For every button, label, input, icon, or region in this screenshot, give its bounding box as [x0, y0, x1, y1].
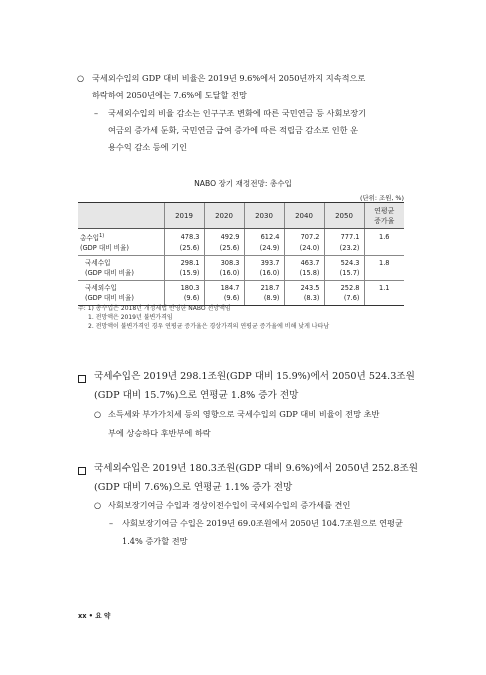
- section1-line-1: 국세수입은 2019년 298.1조원(GDP 대비 15.9%)에서 2050년 524.3조원: [94, 371, 415, 382]
- table-cell: 777.1: [324, 229, 364, 244]
- table-cell: 492.9: [204, 229, 244, 244]
- row-label: 국세수입: [85, 259, 111, 268]
- row-label: 국세외수입: [85, 284, 117, 293]
- row-label-text: 총수입: [80, 234, 100, 243]
- row-label-sup: 1): [99, 233, 105, 239]
- table-title: NABO 장기 재정전망: 총수입: [194, 179, 292, 188]
- table-row: [78, 243, 404, 256]
- table-cell: (9.6): [204, 293, 244, 306]
- table-cell: (9.6): [164, 293, 204, 306]
- table-cell: 218.7: [244, 281, 284, 294]
- header-year: 2030: [244, 203, 284, 229]
- header-year: 2050: [324, 203, 364, 229]
- table-cell: (25.6): [204, 243, 244, 256]
- table-cell: 308.3: [204, 256, 244, 269]
- table-row: [78, 256, 404, 269]
- section2-sub-line-2: 사회보장기여금 수입은 2019년 69.0조원에서 2050년 104.7조원으로 연평균: [122, 518, 403, 528]
- table-cell: 252.8: [324, 281, 364, 294]
- table-cell: (15.9): [164, 268, 204, 281]
- table-cell: (23.2): [324, 243, 364, 256]
- avg-cell-empty: [364, 243, 404, 256]
- intro-line-1: 국세외수입의 GDP 대비 비율은 2019년 9.6%에서 2050년까지 지속적으로: [92, 73, 366, 83]
- header-year: 2020: [204, 203, 244, 229]
- revenue-table: [78, 202, 404, 306]
- section2-line-1: 국세외수입은 2019년 180.3조원(GDP 대비 9.6%)에서 2050년 252.8조원: [94, 463, 419, 474]
- table-cell: (25.6): [164, 243, 204, 256]
- header-avg-line-1: 연평균: [374, 206, 395, 215]
- header-year: 2019: [164, 203, 204, 229]
- table-unit: (단위: 조원, %): [360, 194, 404, 202]
- table-header-row: [78, 203, 404, 229]
- table-note-2: 1. 전망액은 2019년 불변가격임: [88, 314, 173, 321]
- table-note-1: 주: 1) 총수입은 2018년 개정세법 반영한 NABO 전망액임: [78, 305, 231, 312]
- section2-line-2: (GDP 대비 7.6%)으로 연평균 1.1% 증가 전망: [94, 482, 293, 493]
- table-cell: (8.3): [284, 293, 324, 306]
- header-avg-growth: [364, 203, 404, 229]
- table-cell: (15.8): [284, 268, 324, 281]
- section1-sub-line-2: 부에 상승하다 후반부에 하락: [108, 428, 211, 438]
- table-row: [78, 293, 404, 306]
- row-label: [78, 229, 164, 244]
- row-sublabel: (GDP 대비 비율): [78, 268, 164, 281]
- table-cell: 707.2: [284, 229, 324, 244]
- header-year: 2040: [284, 203, 324, 229]
- table-cell: (7.6): [324, 293, 364, 306]
- section2-bullet: ○: [94, 500, 102, 510]
- avg-cell: 1.6: [364, 229, 404, 244]
- intro-sub-line-1: 국세외수입의 비율 감소는 인구구조 변화에 따른 국민연금 등 사회보장기: [108, 108, 367, 118]
- table-cell: (24.9): [244, 243, 284, 256]
- table-cell: 180.3: [164, 281, 204, 294]
- intro-dash: –: [94, 108, 99, 118]
- section2-sub-line-1: 사회보장기여금 수입과 경상이전수입이 국세외수입의 증가세를 견인: [108, 500, 351, 510]
- table-row: [78, 229, 404, 244]
- table-note-3: 2. 전망액이 불변가격인 경우 연평균 증가율은 경상가격의 연평균 증가율에 비해 낮게 나타남: [88, 323, 330, 330]
- header-label-cell: [78, 203, 164, 229]
- avg-cell-empty: [364, 268, 404, 281]
- table-cell: 184.7: [204, 281, 244, 294]
- table-cell: 298.1: [164, 256, 204, 269]
- section1-sub-line-1: 소득세와 부가가치세 등의 영향으로 국세수입의 GDP 대비 비율이 전망 초반: [108, 409, 380, 419]
- table-cell: (8.9): [244, 293, 284, 306]
- avg-cell-empty: [364, 293, 404, 306]
- intro-bullet: ○: [77, 73, 85, 83]
- table-cell: (24.0): [284, 243, 324, 256]
- table-cell: (15.7): [324, 268, 364, 281]
- table-cell: 478.3: [164, 229, 204, 244]
- avg-cell: 1.8: [364, 256, 404, 269]
- table-cell: (16.0): [204, 268, 244, 281]
- intro-sub-line-3: 용수익 감소 등에 기인: [108, 142, 187, 152]
- avg-cell: 1.1: [364, 281, 404, 294]
- table-cell: 612.4: [244, 229, 284, 244]
- table-cell: 393.7: [244, 256, 284, 269]
- section2-dash: –: [109, 518, 114, 528]
- checkbox-square-icon: [78, 375, 86, 383]
- row-sublabel: (GDP 대비 비율): [78, 293, 164, 306]
- header-avg-line-2: 증가율: [374, 216, 395, 225]
- intro-line-2: 하락하여 2050년에는 7.6%에 도달할 전망: [92, 90, 247, 100]
- section1-bullet: ○: [94, 409, 102, 419]
- section2-sub-line-3: 1.4% 증가할 전망: [122, 536, 188, 546]
- table-row: [78, 268, 404, 281]
- table-cell: 243.5: [284, 281, 324, 294]
- table-cell: 524.3: [324, 256, 364, 269]
- page-footer: xx • 요 약: [78, 612, 111, 620]
- table-row: [78, 281, 404, 294]
- section1-line-2: (GDP 대비 15.7%)으로 연평균 1.8% 증가 전망: [94, 390, 299, 401]
- intro-sub-line-2: 여금의 증가세 둔화, 국민연금 급여 증가에 따른 적립금 감소로 인한 운: [108, 125, 359, 135]
- table-cell: 463.7: [284, 256, 324, 269]
- row-sublabel: (GDP 대비 비율): [78, 243, 164, 256]
- table-cell: (16.0): [244, 268, 284, 281]
- checkbox-square-icon: [78, 467, 86, 475]
